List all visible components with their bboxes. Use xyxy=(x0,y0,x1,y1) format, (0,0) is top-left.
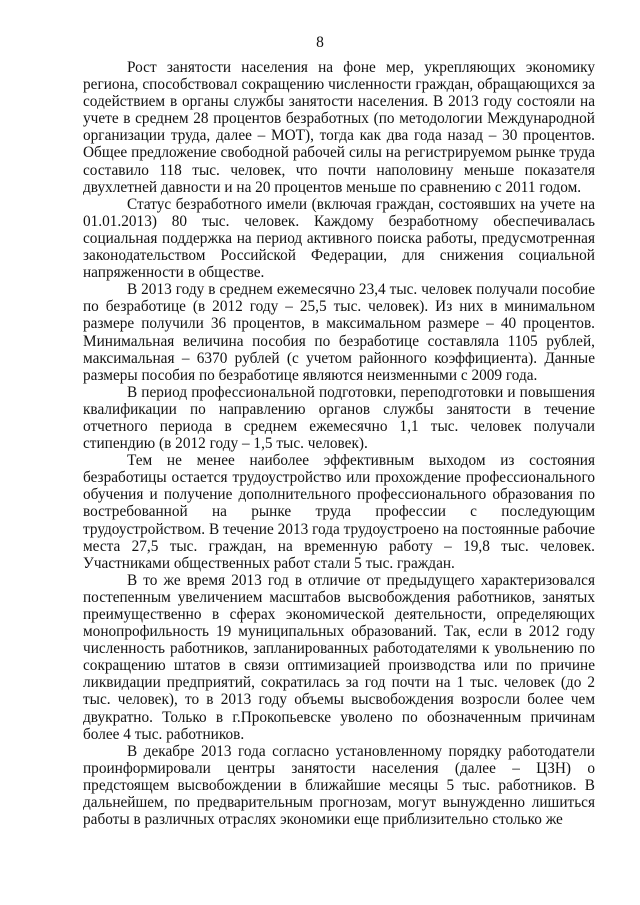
paragraph-employment-growth: Рост занятости населения на фоне мер, укрепляющих экономику региона, способствовал сокращению численности граждан, обращающихся за содействием в органы службы занятости населения. В 2013 году состояли на учете в среднем 28 процентов безработных (по методологии Международной организации труда, далее – МОТ), тогда как два года назад – 30 процентов. Общее предложение свободной рабочей силы на регистрируемом рынке труда составило 118 тыс. человек, что почти наполовину меньше показателя двухлетней давности и на 20 процентов меньше по сравнению с 2011 годом. xyxy=(83,59,595,196)
paragraph-unemployment-benefits: В 2013 году в среднем ежемесячно 23,4 тыс. человек получали пособие по безработице (в 2012 году – 25,5 тыс. человек). Из них в минимальном размере получили 36 процентов, в максимальном размере – 40 процентов. Минимальная величина пособия по безработице составляла 1105 рублей, максимальная – 6370 рублей (с учетом районного коэффициента). Данные размеры пособия по безработице являются неизменными с 2009 года. xyxy=(83,281,595,384)
paragraph-training-stipend: В период профессиональной подготовки, переподготовки и повышения квалификации по направлению органов службы занятости в течение отчетного периода в среднем ежемесячно 1,1 тыс. человек получали стипендию (в 2012 году – 1,5 тыс. человек). xyxy=(83,383,595,453)
paragraph-job-placement: Тем не менее наиболее эффективным выходом из состояния безработицы остается трудоустройство или прохождение профессионального обучения и получение дополнительного профессионального образования по востребованной на рынке труда профессии с последующим трудоустройством. В течение 2013 года трудоустроено на постоянные рабочие места 27,5 тыс. граждан, на временную работу – 19,8 тыс. человек. Участниками общественных работ стали 5 тыс. граждан. xyxy=(83,452,595,572)
document-body xyxy=(83,59,595,828)
paragraph-layoffs: В то же время 2013 год в отличие от предыдущего характеризовался постепенным увеличением масштабов высвобождения работников, занятых преимущественно в сферах экономической деятельности, определяющих монопрофильность 19 муниципальных образований. Так, если в 2012 году численность работников, запланированных работодателями к увольнению по сокращению штатов в связи оптимизацией производства или по причине ликвидации предприятий, сократилась за год почти на 1 тыс. человек (до 2 тыс. человек), то в 2013 году объемы высвобождения возросли более чем двукратно. Только в г.Прокопьевске уволено по обозначенным причинам более 4 тыс. работников. xyxy=(83,571,595,743)
page-number: 8 xyxy=(316,34,324,51)
paragraph-unemployed-status: Статус безработного имели (включая граждан, состоявших на учете на 01.01.2013) 80 тыс. человек. Каждому безработному обеспечивалась социальная поддержка на период активного поиска работы, предусмотренная законодательством Российской Федерации, для снижения социальной напряженности в обществе. xyxy=(83,195,595,282)
paragraph-forecast: В декабре 2013 года согласно установленному порядку работодатели проинформировали центры занятости населения (далее – ЦЗН) о предстоящем высвобождении в ближайшие месяцы 5 тыс. работников. В дальнейшем, по предварительным прогнозам, могут вынужденно лишиться работы в различных отраслях экономики еще приблизительно столько же xyxy=(83,742,595,829)
